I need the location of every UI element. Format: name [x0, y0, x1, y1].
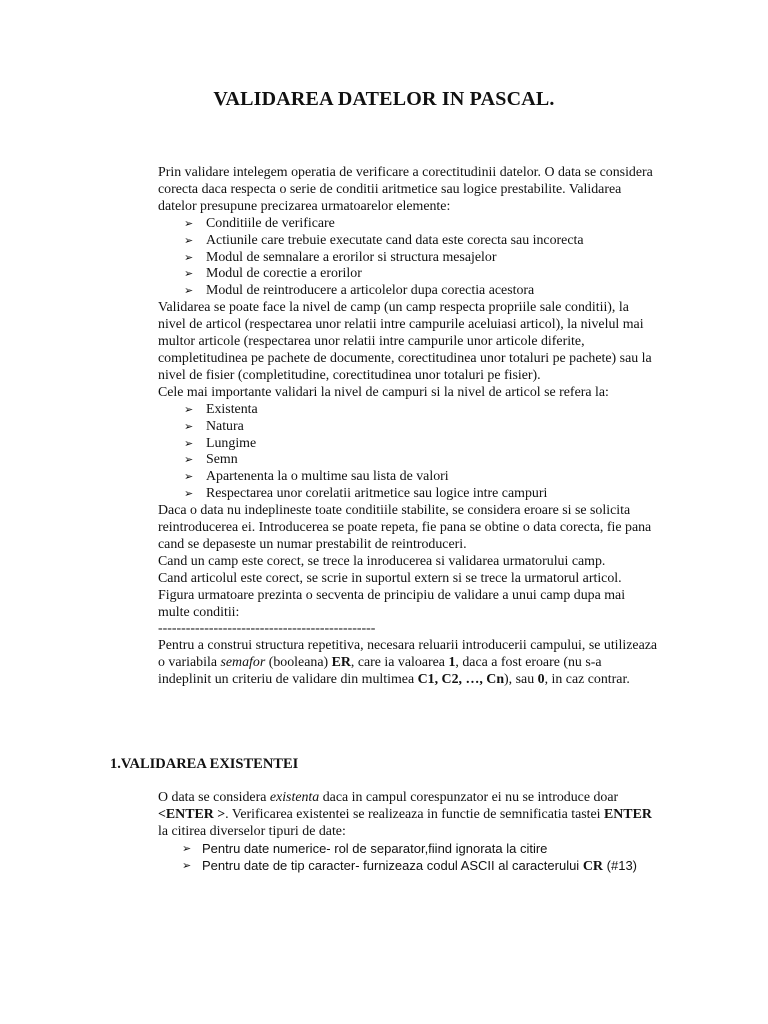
list-item: ➢ Lungime: [184, 435, 257, 451]
arrowhead-bullet-icon: ➢: [184, 233, 194, 247]
list-item: ➢ Pentru date de tip caracter- furnizeaza codul ASCII al caracterului CR (#13): [182, 857, 638, 874]
list-item: ➢ Semn: [184, 452, 238, 468]
list-item: ➢ Respectarea unor corelatii aritmetice sau logice intre campuri: [184, 486, 548, 502]
arrowhead-bullet-icon: ➢: [184, 216, 194, 230]
correct-article-paragraph: Cand articolul este corect, se scrie in suportul extern si se trece la urmatorul articol.: [158, 570, 622, 586]
dashed-separator: -----------------------------------------------: [158, 621, 376, 637]
error-paragraph: Daca o data nu indeplineste toate conditiile stabilite, se considera eroare si se solicita reintroducerea ei. Introducerea se poate repeta, fie pana se obtine o data corecta, fie pana cand se depaseste un numar prestabilit de reintroduceri.: [158, 503, 652, 552]
list-item: ➢ Pentru date numerice- rol de separator,fiind ignorata la citire: [182, 840, 548, 856]
arrowhead-bullet-icon: ➢: [182, 841, 192, 855]
condition-set: C1, C2, …, Cn: [417, 672, 505, 688]
elements-list: [158, 216, 658, 301]
arrowhead-bullet-icon: ➢: [184, 436, 194, 450]
validations-list: [158, 402, 658, 503]
levels-paragraph: Validarea se poate face la nivel de camp (un camp respecta propriile sale conditii), la nivel de articol (respectarea unor relatii intre campurile aceluiasi articol), la nivelul mai multor articole (respectarea unor relatii intre campurile unor articole diferite, completitudinea pe pachete de documente, corectitudinea unor totaluri pe pachete) sau la nivel de fisier (completitudine, corectitudinea unor totaluri pe fisier).: [158, 300, 652, 383]
main-body: [158, 165, 658, 689]
repetitive-paragraph: Pentru a construi structura repetitiva, necesara reluarii introducerii campului, se utilizeaza o variabila semafor (booleana) ER, care ia valoarea 1, daca a fost eroare (nu s-a indeplinit un criteriu de validare din multimea C1, C2, …, Cn), sau 0, in caz contrar.: [158, 638, 658, 688]
list-item: ➢ Natura: [184, 418, 244, 434]
list-item: ➢ Apartenenta la o multime sau lista de valori: [184, 469, 449, 485]
figure-paragraph: Figura urmatoare prezinta o secventa de principiu de validare a unui camp dupa mai multe conditii:: [158, 587, 626, 620]
arrowhead-bullet-icon: ➢: [184, 267, 194, 281]
arrowhead-bullet-icon: ➢: [184, 284, 194, 298]
section-body: [158, 790, 658, 876]
arrowhead-bullet-icon: ➢: [184, 470, 194, 484]
list-item: ➢ Modul de semnalare a erorilor si structura mesajelor: [184, 249, 497, 265]
arrowhead-bullet-icon: ➢: [184, 453, 194, 467]
list-item: ➢ Existenta: [184, 401, 258, 417]
section-heading: 1.VALIDAREA EXISTENTEI: [110, 756, 299, 772]
semafor-term: semafor: [220, 655, 266, 671]
document-title: VALIDAREA DATELOR IN PASCAL.: [213, 88, 555, 110]
important-intro: Cele mai importante validari la nivel de campuri si la nivel de articol se refera la:: [158, 384, 609, 400]
existence-paragraph: O data se considera existenta daca in campul corespunzator ei nu se introduce doar <ENTER >. Verificarea existentei se realizeaza in functie de semnificatia tastei ENTER la citirea diverselor tipuri de date:: [158, 790, 652, 839]
arrowhead-bullet-icon: ➢: [184, 487, 194, 501]
types-list: [158, 841, 658, 876]
arrowhead-bullet-icon: ➢: [182, 858, 192, 872]
correct-field-paragraph: Cand un camp este corect, se trece la inroducerea si validarea urmatorului camp.: [158, 553, 606, 569]
intro-paragraph: Prin validare intelegem operatia de verificare a corectitudinii datelor. O data se considera corecta daca respecta o serie de conditii aritmetice sau logice prestabilite. Validarea datelor presupune precizarea urmatoarelor elemente:: [158, 165, 653, 214]
list-item: ➢ Modul de corectie a erorilor: [184, 266, 362, 282]
arrowhead-bullet-icon: ➢: [184, 250, 194, 264]
er-term: ER: [331, 655, 351, 671]
arrowhead-bullet-icon: ➢: [184, 419, 194, 433]
list-item: ➢ Modul de reintroducere a articolelor dupa corectia acestora: [184, 283, 535, 299]
arrowhead-bullet-icon: ➢: [184, 402, 194, 416]
list-item: ➢ Actiunile care trebuie executate cand data este corecta sau incorecta: [184, 232, 584, 248]
list-item: ➢ Conditiile de verificare: [184, 215, 335, 231]
